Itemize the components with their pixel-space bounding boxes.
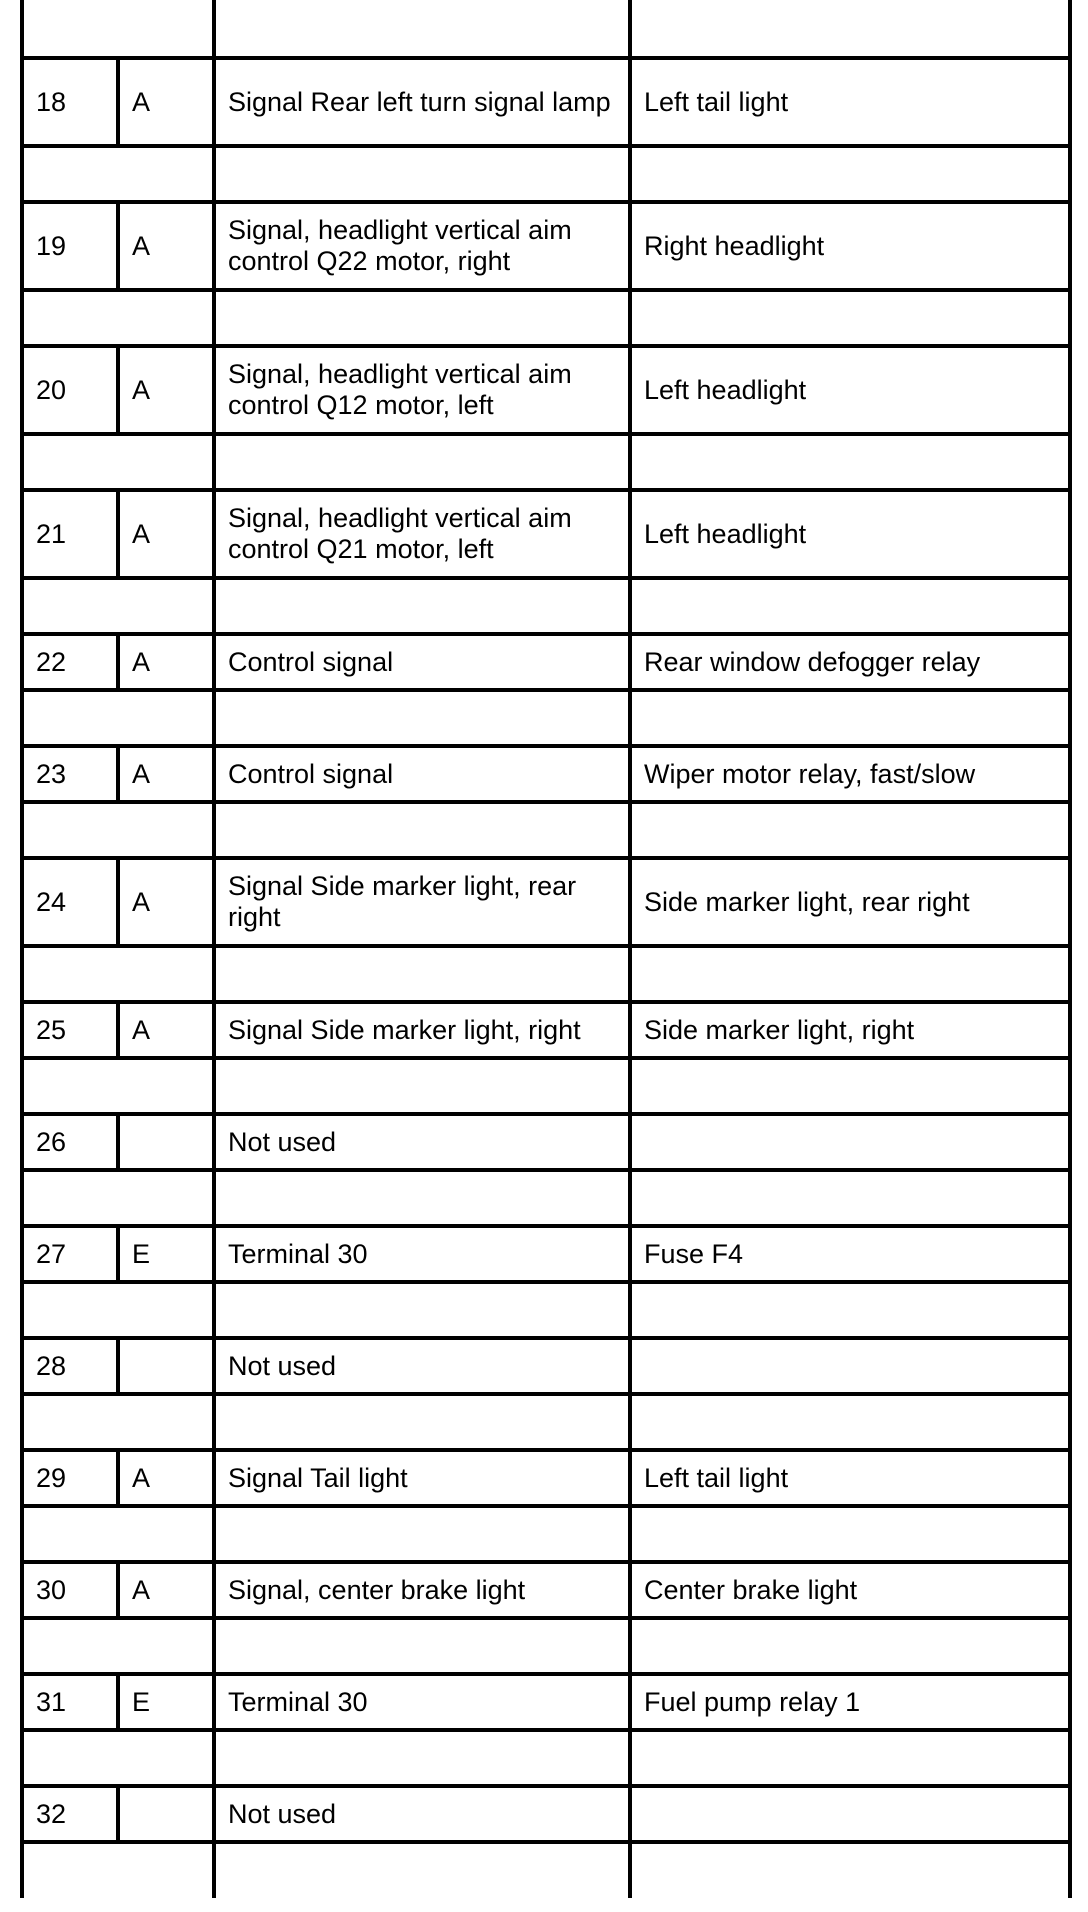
spacer-cell <box>118 146 214 202</box>
spacer-cell <box>22 146 118 202</box>
pin-cell: 25 <box>22 1002 118 1058</box>
destination-cell <box>630 1114 1070 1170</box>
spacer-cell <box>118 0 214 58</box>
spacer-cell <box>214 146 630 202</box>
spacer-cell <box>630 1506 1070 1562</box>
destination-cell: Wiper motor relay, fast/slow <box>630 746 1070 802</box>
spacer-cell <box>630 434 1070 490</box>
spacer-row <box>22 146 1070 202</box>
spacer-row <box>22 1842 1070 1898</box>
pin-cell: 19 <box>22 202 118 290</box>
spacer-cell <box>22 1394 118 1450</box>
spacer-cell <box>630 1282 1070 1338</box>
spacer-cell <box>118 1506 214 1562</box>
table-row <box>22 1114 1070 1170</box>
type-cell: A <box>118 202 214 290</box>
spacer-cell <box>214 0 630 58</box>
spacer-cell <box>214 1618 630 1674</box>
table-row <box>22 1786 1070 1842</box>
spacer-row <box>22 0 1070 58</box>
signal-cell: Terminal 30 <box>214 1674 630 1730</box>
type-cell <box>118 1338 214 1394</box>
destination-cell: Left headlight <box>630 346 1070 434</box>
spacer-cell <box>630 1058 1070 1114</box>
destination-cell: Right headlight <box>630 202 1070 290</box>
pin-cell: 18 <box>22 58 118 146</box>
spacer-cell <box>214 802 630 858</box>
spacer-row <box>22 1618 1070 1674</box>
pin-assignment-table <box>20 0 1072 1898</box>
spacer-cell <box>118 578 214 634</box>
destination-cell: Left headlight <box>630 490 1070 578</box>
spacer-cell <box>118 1170 214 1226</box>
signal-cell: Signal Side marker light, right <box>214 1002 630 1058</box>
destination-cell: Fuse F4 <box>630 1226 1070 1282</box>
spacer-row <box>22 434 1070 490</box>
spacer-cell <box>22 1282 118 1338</box>
type-cell: A <box>118 1450 214 1506</box>
spacer-cell <box>214 578 630 634</box>
type-cell <box>118 1786 214 1842</box>
spacer-cell <box>118 1282 214 1338</box>
spacer-cell <box>630 1730 1070 1786</box>
spacer-cell <box>630 290 1070 346</box>
spacer-row <box>22 578 1070 634</box>
pin-cell: 30 <box>22 1562 118 1618</box>
spacer-cell <box>22 290 118 346</box>
spacer-cell <box>630 578 1070 634</box>
type-cell: E <box>118 1674 214 1730</box>
spacer-row <box>22 1506 1070 1562</box>
spacer-cell <box>22 946 118 1002</box>
pin-cell: 32 <box>22 1786 118 1842</box>
spacer-cell <box>118 290 214 346</box>
pin-cell: 21 <box>22 490 118 578</box>
signal-cell: Not used <box>214 1114 630 1170</box>
type-cell: A <box>118 634 214 690</box>
destination-cell: Fuel pump relay 1 <box>630 1674 1070 1730</box>
spacer-cell <box>214 290 630 346</box>
spacer-cell <box>630 1170 1070 1226</box>
spacer-cell <box>630 0 1070 58</box>
spacer-cell <box>118 802 214 858</box>
spacer-row <box>22 1282 1070 1338</box>
spacer-cell <box>22 1842 118 1898</box>
pin-cell: 24 <box>22 858 118 946</box>
type-cell <box>118 1114 214 1170</box>
spacer-cell <box>630 1618 1070 1674</box>
spacer-cell <box>214 1394 630 1450</box>
signal-cell: Control signal <box>214 746 630 802</box>
table-row <box>22 490 1070 578</box>
type-cell: A <box>118 490 214 578</box>
spacer-cell <box>22 1618 118 1674</box>
spacer-row <box>22 1058 1070 1114</box>
table-row <box>22 858 1070 946</box>
spacer-cell <box>214 1058 630 1114</box>
spacer-cell <box>630 146 1070 202</box>
signal-cell: Signal, headlight vertical aim control Q22 motor, right <box>214 202 630 290</box>
table-row <box>22 1226 1070 1282</box>
spacer-cell <box>22 690 118 746</box>
spacer-cell <box>22 1730 118 1786</box>
pin-cell: 27 <box>22 1226 118 1282</box>
spacer-cell <box>22 0 118 58</box>
signal-cell: Not used <box>214 1786 630 1842</box>
destination-cell: Side marker light, right <box>630 1002 1070 1058</box>
spacer-cell <box>214 1730 630 1786</box>
table-row <box>22 1562 1070 1618</box>
spacer-cell <box>118 690 214 746</box>
spacer-cell <box>214 1506 630 1562</box>
signal-cell: Terminal 30 <box>214 1226 630 1282</box>
type-cell: A <box>118 346 214 434</box>
pin-cell: 28 <box>22 1338 118 1394</box>
type-cell: A <box>118 1562 214 1618</box>
spacer-cell <box>214 1842 630 1898</box>
spacer-cell <box>118 1730 214 1786</box>
spacer-cell <box>118 946 214 1002</box>
type-cell: A <box>118 746 214 802</box>
signal-cell: Signal Tail light <box>214 1450 630 1506</box>
table-row <box>22 1002 1070 1058</box>
spacer-cell <box>214 946 630 1002</box>
destination-cell: Left tail light <box>630 58 1070 146</box>
spacer-cell <box>630 690 1070 746</box>
spacer-cell <box>630 946 1070 1002</box>
signal-cell: Signal, center brake light <box>214 1562 630 1618</box>
spacer-cell <box>630 1394 1070 1450</box>
spacer-cell <box>630 1842 1070 1898</box>
table-row <box>22 346 1070 434</box>
destination-cell: Left tail light <box>630 1450 1070 1506</box>
pin-cell: 22 <box>22 634 118 690</box>
table-row <box>22 202 1070 290</box>
pin-cell: 29 <box>22 1450 118 1506</box>
spacer-row <box>22 690 1070 746</box>
destination-cell <box>630 1338 1070 1394</box>
spacer-cell <box>22 1170 118 1226</box>
destination-cell <box>630 1786 1070 1842</box>
spacer-cell <box>22 578 118 634</box>
table-row <box>22 1450 1070 1506</box>
table-body <box>22 0 1070 1898</box>
spacer-row <box>22 1730 1070 1786</box>
type-cell: A <box>118 858 214 946</box>
type-cell: A <box>118 58 214 146</box>
spacer-cell <box>118 1618 214 1674</box>
destination-cell: Center brake light <box>630 1562 1070 1618</box>
spacer-cell <box>22 1506 118 1562</box>
spacer-row <box>22 946 1070 1002</box>
spacer-row <box>22 290 1070 346</box>
table-row <box>22 634 1070 690</box>
signal-cell: Signal Side marker light, rear right <box>214 858 630 946</box>
spacer-cell <box>22 802 118 858</box>
spacer-cell <box>22 434 118 490</box>
destination-cell: Side marker light, rear right <box>630 858 1070 946</box>
spacer-cell <box>118 1842 214 1898</box>
spacer-row <box>22 802 1070 858</box>
spacer-cell <box>118 434 214 490</box>
signal-cell: Signal, headlight vertical aim control Q21 motor, left <box>214 490 630 578</box>
pin-cell: 20 <box>22 346 118 434</box>
spacer-cell <box>214 434 630 490</box>
signal-cell: Not used <box>214 1338 630 1394</box>
signal-cell: Signal, headlight vertical aim control Q12 motor, left <box>214 346 630 434</box>
table-row <box>22 1674 1070 1730</box>
table-row <box>22 1338 1070 1394</box>
spacer-cell <box>214 690 630 746</box>
table-row <box>22 58 1070 146</box>
spacer-row <box>22 1394 1070 1450</box>
destination-cell: Rear window defogger relay <box>630 634 1070 690</box>
type-cell: A <box>118 1002 214 1058</box>
spacer-cell <box>214 1282 630 1338</box>
spacer-row <box>22 1170 1070 1226</box>
pin-cell: 26 <box>22 1114 118 1170</box>
type-cell: E <box>118 1226 214 1282</box>
signal-cell: Signal Rear left turn signal lamp <box>214 58 630 146</box>
spacer-cell <box>214 1170 630 1226</box>
signal-cell: Control signal <box>214 634 630 690</box>
spacer-cell <box>22 1058 118 1114</box>
spacer-cell <box>118 1058 214 1114</box>
spacer-cell <box>118 1394 214 1450</box>
table-row <box>22 746 1070 802</box>
pin-cell: 31 <box>22 1674 118 1730</box>
pin-cell: 23 <box>22 746 118 802</box>
spacer-cell <box>630 802 1070 858</box>
